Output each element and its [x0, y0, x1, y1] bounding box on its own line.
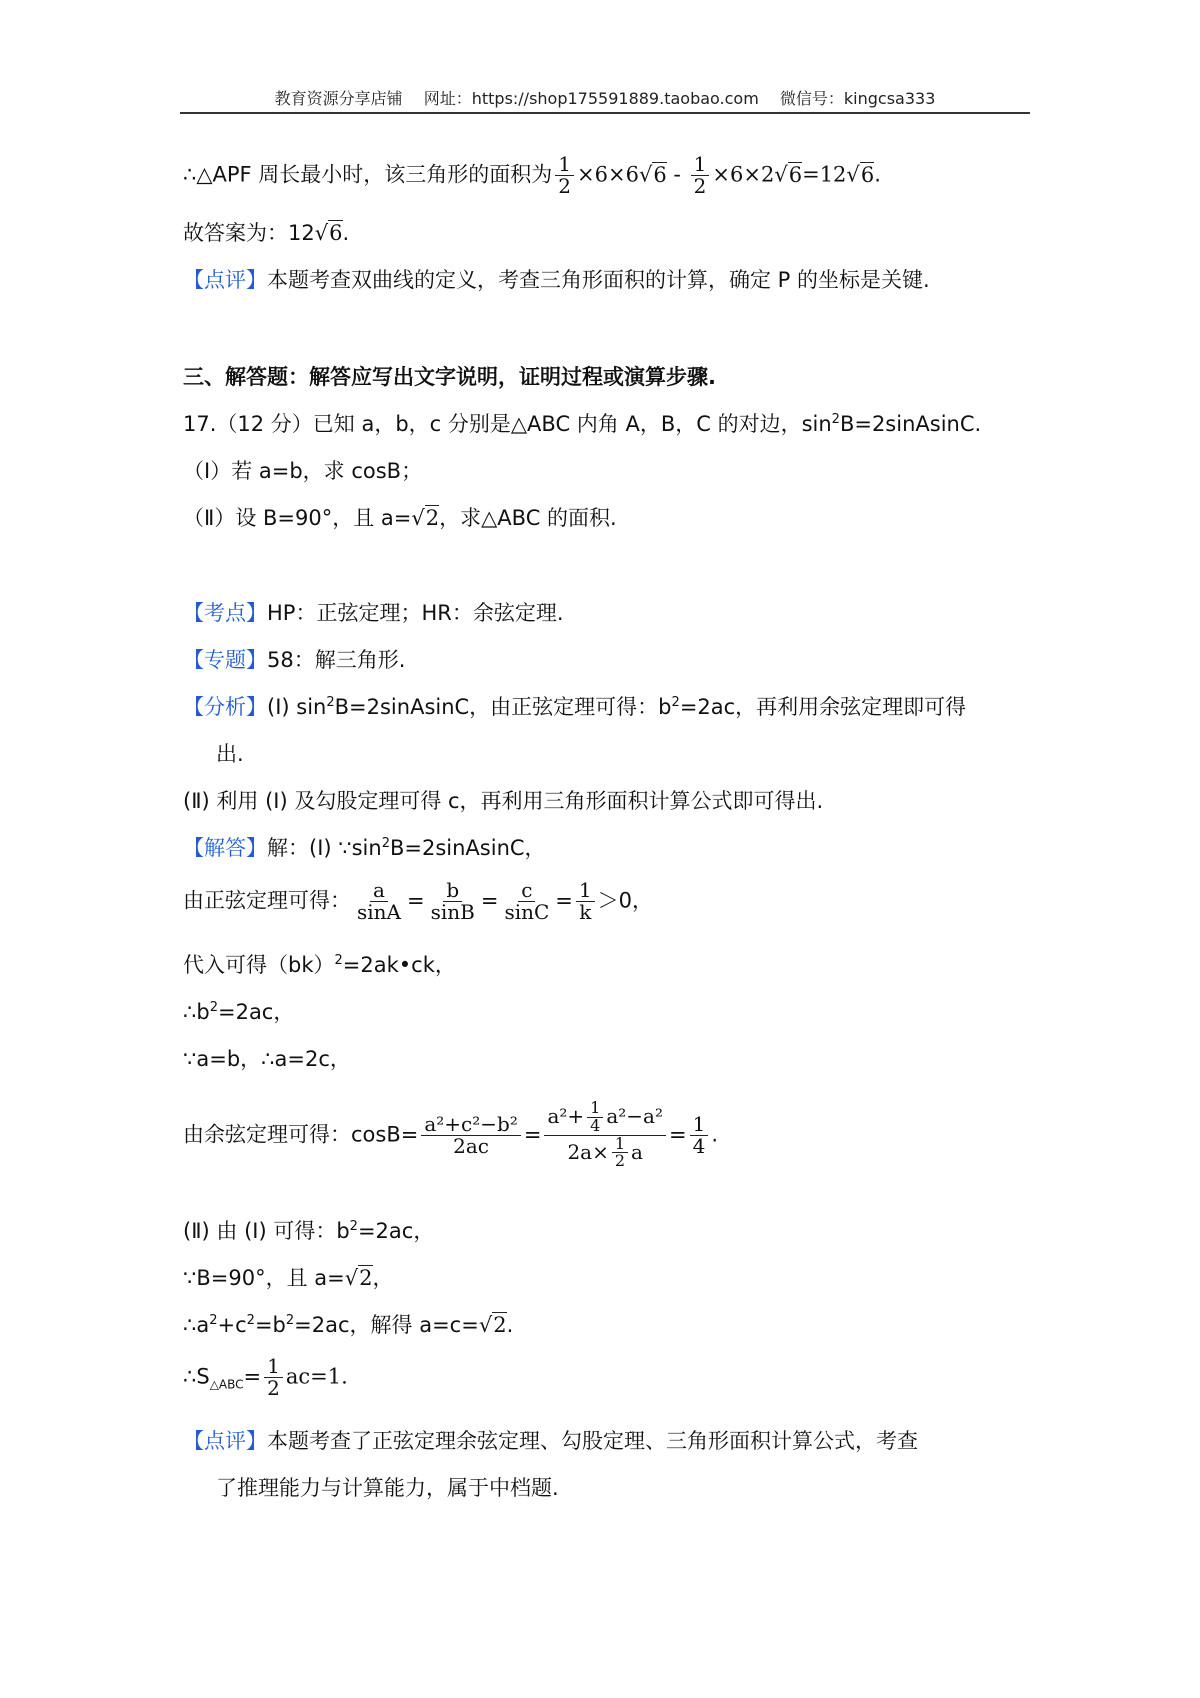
sqrt: √2 — [411, 506, 440, 530]
sqrt: √6 — [846, 162, 875, 187]
page-header — [180, 86, 1030, 109]
review-continuation: 了推理能力与计算能力，属于中档题. — [216, 1476, 559, 1500]
answer-line: 故答案为：12√6. — [183, 221, 350, 245]
fraction: $\frac{1}{2}$ — [691, 154, 710, 197]
nested-fraction: a²+ $\frac{1}{4}$ a²−a² 2a× $\frac{1}{2}$ a — [544, 1100, 666, 1170]
fraction: $\frac{1}{2}$ — [264, 1356, 283, 1399]
fenxi-line: 【分析】(Ⅰ) $\sin^2B=2sinAsinC$，由正弦定理可得：$b^2=2ac$，再利用余弦定理即可得 — [183, 695, 967, 719]
wechat-id: 微信号：kingcsa333 — [779, 89, 936, 108]
question-part-2: （Ⅱ）设 B=90°，且 a=√2，求△ABC 的面积. — [183, 506, 617, 530]
solution-line-10: $\therefore S_{\triangle ABC}=$ $\frac{1}{2}$ ac=1. — [183, 1354, 348, 1400]
kaodian-tag: 【考点】 — [183, 601, 267, 625]
sqrt: √2 — [344, 1266, 373, 1290]
solution-line-1: 【解答】解：(Ⅰ) $\because\sin^2B=2sinAsinC$， — [183, 836, 546, 860]
solution-line-2: 由正弦定理可得： $\frac{a}{\sin A}$ = $\frac{b}{\sin B}$ = $\frac{c}{\sin C}$ = $\frac{1}{k}$ ＞0， — [183, 878, 654, 924]
review-tag: 【点评】 — [183, 1429, 267, 1453]
header-rule — [180, 112, 1030, 114]
sqrt: √6 — [314, 221, 343, 245]
solution-line-3: 代入可得（bk）$^2$=2ak•ck， — [183, 953, 456, 977]
review-line: 【点评】本题考查了正弦定理余弦定理、勾股定理、三角形面积计算公式，考查 — [183, 1429, 918, 1453]
fraction: $\frac{b}{\sin B}$ — [430, 878, 475, 924]
zhuanti-line: 【专题】58：解三角形. — [183, 648, 406, 672]
solution-tag: 【解答】 — [183, 836, 267, 860]
solution-line-8: ∵B=90°，且 a=√2， — [183, 1266, 394, 1290]
solution-line-6: 由余弦定理可得：cosB= $\frac{\text{a²+c²−b²}}{2ac}$ = a²+ $\frac{1}{4}$ a²−a² 2a× $\frac{1}{2}$ a = $\frac{1}{4}$ . — [183, 1098, 719, 1171]
solution-line-5: ∵a=b，∴a=2c， — [183, 1047, 351, 1071]
kaodian-line: 【考点】HP：正弦定理；HR：余弦定理. — [183, 601, 564, 625]
sqrt: √6 — [774, 162, 803, 187]
fraction: $\frac{c}{\sin C}$ — [504, 878, 550, 924]
solution-line-4: $\therefore b^2=2ac$， — [183, 1000, 295, 1024]
question-stem: 17.（12 分）已知 a，b，c 分别是△ABC 内角 A，B，C 的对边，$\sin^2B=2sinAsinC$. — [183, 412, 982, 436]
review-prev: 【点评】本题考查双曲线的定义，考查三角形面积的计算，确定 P 的坐标是关键. — [183, 268, 930, 292]
section-title: 三、解答题：解答应写出文字说明，证明过程或演算步骤. — [183, 365, 716, 389]
fenxi-continuation: 出. — [216, 742, 244, 766]
solution-line-9: $\therefore a^2+c^2=b^2=2ac$，解得 a=c=√2. — [183, 1313, 514, 1337]
fraction: $\frac{a}{\sin A}$ — [357, 878, 401, 924]
sqrt: √2 — [478, 1313, 507, 1337]
shop-url: 网址：https://shop175591889.taobao.com — [423, 89, 759, 108]
review-tag: 【点评】 — [183, 268, 267, 292]
fraction: $\frac{1}{k}$ — [576, 880, 595, 923]
fraction: $\frac{1}{2}$ — [555, 154, 574, 197]
sqrt: √6 — [638, 162, 667, 187]
shop-name: 教育资源分享店铺 — [274, 89, 403, 108]
fraction: $\frac{1}{4}$ — [690, 1114, 709, 1157]
fenxi-part-2: (Ⅱ) 利用 (Ⅰ) 及勾股定理可得 c，再利用三角形面积计算公式即可得出. — [183, 789, 824, 813]
solution-line-7: (Ⅱ) 由 (Ⅰ) 可得：$b^2=2ac$， — [183, 1219, 435, 1243]
zhuanti-tag: 【专题】 — [183, 648, 267, 672]
fraction: $\frac{\text{a²+c²−b²}}{2ac}$ — [421, 1114, 521, 1157]
area-result-line: ∴△APF 周长最小时，该三角形的面积为 $\frac{1}{2}$ ×6×6√6 - $\frac{1}{2}$ ×6×2√6=12√6. — [183, 152, 881, 198]
question-part-1: （Ⅰ）若 a=b，求 cosB； — [183, 459, 423, 483]
fenxi-tag: 【分析】 — [183, 695, 267, 719]
